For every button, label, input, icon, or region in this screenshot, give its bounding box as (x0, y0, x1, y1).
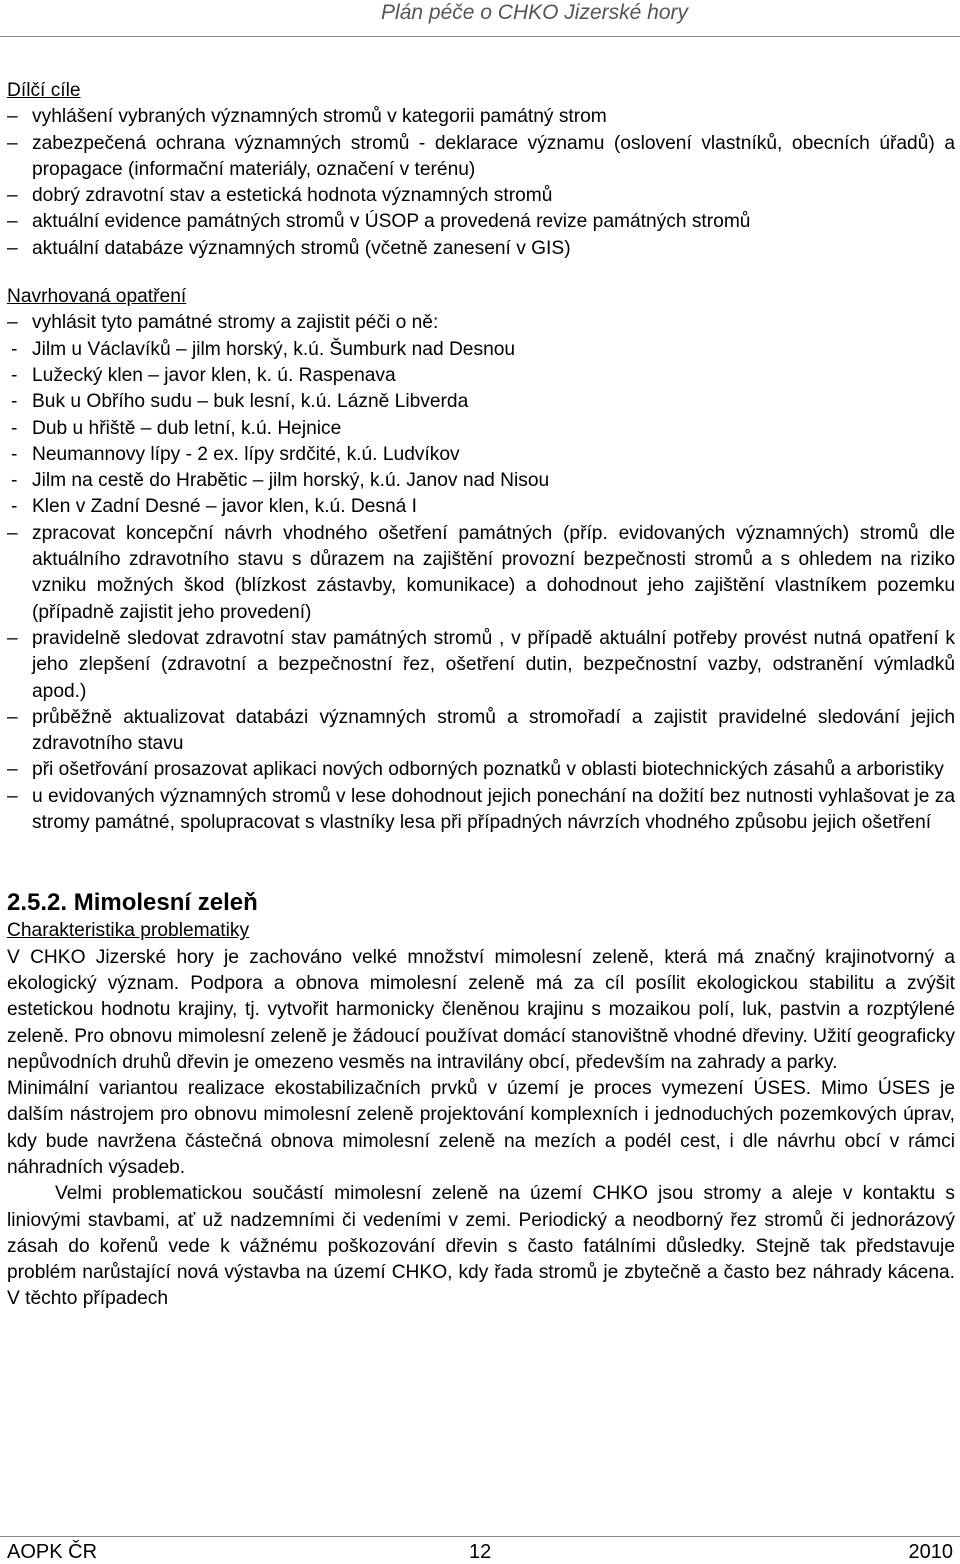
goals-heading: Dílčí cíle (7, 80, 81, 101)
tree-item (7, 494, 955, 520)
dash-icon: – (7, 106, 18, 128)
list-item-text: dobrý zdravotní stav a estetická hodnota významných stromů (32, 185, 553, 207)
list-item-text: pravidelně sledovat zdravotní stav památných stromů , v případě aktuální potřeby provést nutná opatření k jeho zlepšení (zdravotní a bezpečnostní řez, ošetření dutin, bezpečnostní vazby, odstranění výmladků apod.) (32, 627, 955, 702)
paragraph: V CHKO Jizerské hory je zachováno velké množství mimolesní zeleně, která má značný krajinotvorný a ekologický význam. Podpora a obnova mimolesní zeleně má za cíl posílit ekologickou stabilitu a zvýšit estetickou hodnotu krajiny, tj. vytvořit harmonicky členěnou krajinu s mozaikou polí, luk, pastvin a rozptýlené zeleně. Pro obnovu mimolesní zeleně je žádoucí používat domácí stanovištně vhodné dřeviny. Užití geograficky nepůvodních druhů dřevin je omezeno vesměs na intravilány obcí, především na zahrady a parky. (7, 946, 955, 1073)
tree-item (7, 363, 955, 389)
hyphen-icon: - (11, 470, 18, 492)
paragraph: Velmi problematickou součástí mimolesní zeleně na území CHKO jsou stromy a aleje v kontaktu s liniovými stavbami, ať už nadzemními či vedeními v zemi. Periodický a neodborný řez stromů či jednorázový zásah do kořenů vede k vážnému poškozování dřevin s často fatálními důsledky. Stejně tak představuje problém narůstající nová výstavba na území CHKO, kdy řada stromů je zbytečně a často bez náhrady kácena. V těchto případech (7, 1183, 955, 1310)
list-item (7, 209, 955, 235)
measures-heading: Navrhovaná opatření (7, 286, 187, 308)
footer-publisher: AOPK ČR (7, 1541, 98, 1563)
header-title: Plán péče o CHKO Jizerské hory (381, 1, 688, 24)
section-title: 2.5.2. Mimolesní zeleň (7, 889, 258, 917)
tree-item (7, 442, 955, 468)
list-item (7, 757, 955, 783)
dash-icon: – (7, 312, 18, 334)
tree-item (7, 468, 955, 494)
list-item-text: aktuální databáze významných stromů (včetně zanesení v GIS) (32, 237, 571, 259)
tree-item-text: Jilm na cestě do Hrabětic – jilm horský, k.ú. Janov nad Nisou (32, 470, 550, 492)
header-rule (0, 36, 960, 37)
list-item-text: zpracovat koncepční návrh vhodného ošetření památných (příp. evidovaných významných) stromů dle aktuálního zdravotního stavu s důrazem na zajištění provozní bezpečnosti stromů a s ohledem na riziko vzniku možných škod (blízkost zástavby, komunikace) a dohodnout jeho zajištění vlastníkem pozemku (případně zajistit jeho provedení) (32, 522, 955, 623)
hyphen-icon: - (11, 391, 18, 413)
list-item (7, 521, 955, 626)
footer-year: 2010 (908, 1541, 953, 1563)
list-item (7, 131, 955, 184)
list-item-text: průběžně aktualizovat databázi významných stromů a stromořadí a zajistit pravidelné sledování jejich zdravotního stavu (32, 706, 955, 755)
tree-item (7, 389, 955, 415)
hyphen-icon: - (11, 443, 18, 465)
dash-icon: – (7, 132, 18, 154)
dash-icon: – (7, 211, 18, 233)
hyphen-icon: - (11, 338, 18, 360)
list-item (7, 310, 955, 336)
page-footer (0, 1536, 960, 1564)
dash-icon: – (7, 627, 18, 649)
list-item (7, 236, 955, 262)
page-number: 12 (469, 1541, 492, 1563)
tree-item-text: Klen v Zadní Desné – javor klen, k.ú. Desná I (32, 496, 418, 518)
dash-icon: – (7, 522, 18, 544)
list-item (7, 626, 955, 705)
tree-item-text: Dub u hřiště – dub letní, k.ú. Hejnice (32, 417, 342, 439)
list-item-text: vyhlásit tyto památné stromy a zajistit péči o ně: (32, 312, 439, 334)
dash-icon: – (7, 759, 18, 781)
goals-list (7, 104, 955, 262)
tree-item-text: Buk u Obřího sudu – buk lesní, k.ú. Lázně Libverda (32, 391, 469, 413)
tree-item-text: Lužecký klen – javor klen, k. ú. Raspenava (32, 364, 396, 386)
list-item (7, 705, 955, 758)
dash-icon: – (7, 185, 18, 207)
list-item-text: při ošetřování prosazovat aplikaci nových odborných poznatků v oblasti biotechnických zásahů a arboristiky (32, 759, 944, 781)
dash-icon: – (7, 785, 18, 807)
section-subheading: Charakteristika problematiky (7, 920, 250, 942)
page-content (7, 78, 955, 1313)
list-item (7, 183, 955, 209)
tree-item-text: Neumannovy lípy - 2 ex. lípy srdčité, k.ú. Ludvíkov (32, 443, 460, 465)
list-item-text: zabezpečená ochrana významných stromů - deklarace významu (oslovení vlastníků, obecních úřadů) a propagace (informační materiály, označení v terénu) (32, 132, 955, 180)
list-item-text: aktuální evidence památných stromů v ÚSOP a provedená revize památných stromů (32, 211, 751, 233)
list-item (7, 784, 955, 837)
tree-item (7, 337, 955, 363)
list-item (7, 104, 955, 130)
hyphen-icon: - (11, 496, 18, 518)
dash-icon: – (7, 237, 18, 259)
dash-icon: – (7, 706, 18, 728)
tree-item (7, 416, 955, 442)
hyphen-icon: - (11, 417, 18, 439)
list-item-text: u evidovaných významných stromů v lese dohodnout jejich ponechání na dožití bez nutnosti vyhlašovat je za stromy památné, spolupracovat s vlastníky lesa při případných návrzích vhodného způsobu jejich ošetření (32, 785, 955, 834)
paragraph: Minimální variantou realizace ekostabilizačních prvků v území je proces vymezení ÚSES. Mimo ÚSES je dalším nástrojem pro obnovu mimolesní zeleně projektování komplexních i jednoduchých pozemkových úprav, kdy bude navržena částečná obnova mimolesní zeleně na mezích a podél cest, i dle návrhu obcí v rámci náhradních výsadeb. (7, 1078, 955, 1178)
tree-item-text: Jilm u Václavíků – jilm horský, k.ú. Šumburk nad Desnou (32, 338, 516, 360)
measures-list (7, 310, 955, 836)
list-item-text: vyhlášení vybraných významných stromů v kategorii památný strom (32, 106, 607, 128)
hyphen-icon: - (11, 364, 18, 386)
page-header (0, 0, 960, 32)
